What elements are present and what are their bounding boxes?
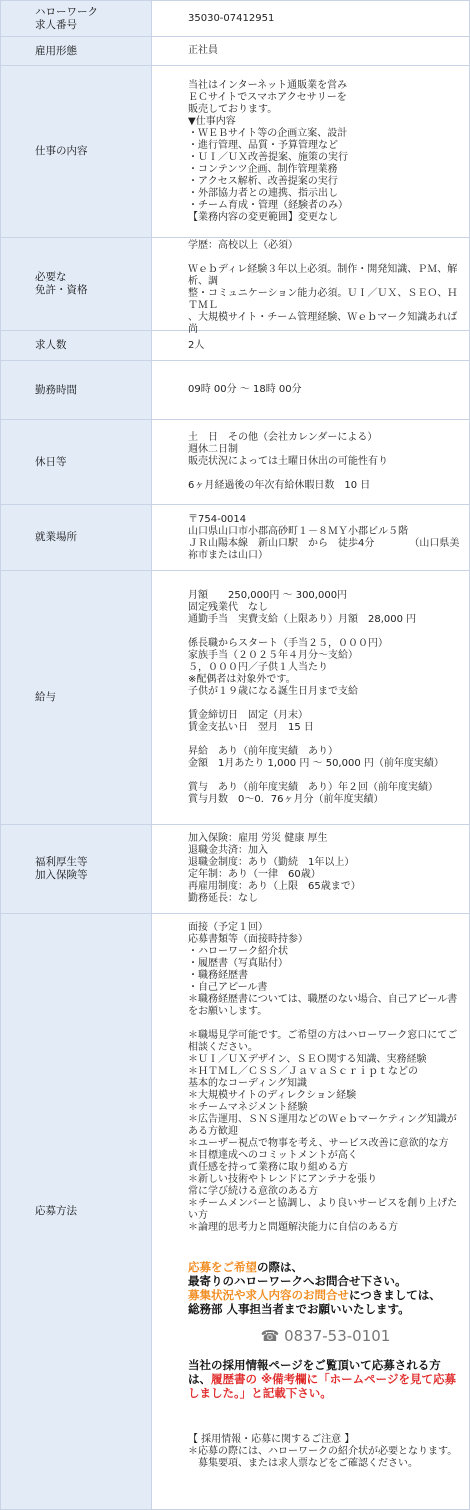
row-openings bbox=[1, 331, 470, 361]
text-line: 責任感を持って業務に取り組める方 bbox=[188, 1162, 348, 1173]
footer-line: 【 採用情報・応募に関するご注意 】 bbox=[188, 1434, 355, 1445]
text-line: ・ＵＩ／ＵＸ改善提案、施策の実行 bbox=[188, 151, 348, 163]
row-holidays bbox=[1, 420, 470, 505]
text-line: 子供が１９歳になる誕生日月まで支給 bbox=[188, 685, 358, 697]
contact-text: の際は、 bbox=[257, 1260, 303, 1274]
text-line: 固定残業代 なし bbox=[188, 601, 268, 613]
text-line: ＊大規模サイトのディレクション経験 bbox=[188, 1090, 357, 1101]
text-line bbox=[188, 468, 463, 480]
text-line bbox=[188, 734, 463, 746]
text-line: ＊チームメンバーと協調し、より良いサービスを創り上げたい方 bbox=[188, 1198, 458, 1221]
license-value bbox=[152, 238, 470, 335]
text-line: ・ＷＥＢサイト等の企画立案、設計 bbox=[188, 127, 348, 139]
contact-line: 最寄りのハローワークへお問合せ下さい。 bbox=[188, 1274, 407, 1288]
text-line: ＊ＨＴＭＬ／ＣＳＳ／ＪａｖａＳｃｒｉｐｔなどの bbox=[188, 1066, 418, 1077]
text-line: 退職金制度：あり（勤続 1年以上） bbox=[188, 857, 355, 868]
openings-value: 2人 bbox=[152, 331, 470, 361]
notice-line: 当社の採用情報ページをご覧頂いて応募される方 bbox=[188, 1358, 441, 1372]
text-line: ・履歴書（写真貼付） bbox=[188, 958, 288, 969]
text-line: 基本的なコーディング知識 bbox=[188, 1078, 307, 1089]
salary-value bbox=[152, 571, 470, 825]
text-line: ＊目標達成へのコミットメントが高く bbox=[188, 1150, 358, 1161]
location-label: 就業場所 bbox=[1, 505, 152, 571]
text-line: 賞与月数 0～0．76ヶ月分（前年度実績） bbox=[188, 793, 384, 805]
text-line: ＊職場見学可能です。ご希望の方はハローワーク窓口にてご相談ください。 bbox=[188, 1030, 458, 1053]
text-line: ＊広告運用、ＳＮＳ運用などのＷｅｂマーケティング知識がある方歓迎 bbox=[188, 1114, 457, 1137]
location-value bbox=[152, 505, 470, 571]
apply-value bbox=[152, 914, 470, 1510]
text-line: 加入保険：雇用 労災 健康 厚生 bbox=[188, 833, 328, 844]
text-line bbox=[188, 698, 463, 710]
openings-label: 求人数 bbox=[1, 331, 152, 361]
row-job-number bbox=[1, 1, 470, 37]
text-line: ・外部協力者との連携、指示出し bbox=[188, 187, 338, 199]
text-line: 週休二日制 bbox=[188, 444, 238, 455]
employment-value: 正社員 bbox=[152, 37, 470, 66]
text-line: 〒754-0014 bbox=[188, 513, 247, 525]
text-line: 整・コミュニケーション能力必須。ＵＩ／ＵＸ、ＳＥＯ、ＨＴＭＬ bbox=[188, 288, 458, 311]
phone-number[interactable]: ☎ 0837-53-0101 bbox=[260, 1327, 391, 1345]
text-line bbox=[188, 1018, 463, 1030]
text-line: 賃金支払い日 翌月 15 日 bbox=[188, 721, 314, 733]
notice-text: は、 bbox=[188, 1372, 211, 1386]
text-line: 面接（予定１回） bbox=[188, 922, 268, 933]
text-line: ・進行管理、品質・予算管理など bbox=[188, 139, 338, 151]
text-line: ＊チームマネジメント経験 bbox=[188, 1102, 308, 1113]
text-line: 応募書類等（面接時持参） bbox=[188, 934, 308, 945]
hours-value: 09時 00分 ～ 18時 00分 bbox=[152, 361, 470, 420]
text-line: ＥＣサイトでスマホアクセサリーを bbox=[188, 91, 347, 103]
hours-label: 勤務時間 bbox=[1, 361, 152, 420]
text-line: 家族手当（２０２５年４月分～支給） bbox=[188, 649, 358, 661]
text-line: ＊新しい技術やトレンドにアンテナを張り bbox=[188, 1174, 378, 1185]
text-line: 退職金共済：加入 bbox=[188, 845, 268, 856]
welfare-label: 福利厚生等 加入保険等 bbox=[1, 825, 152, 914]
salary-label: 給与 bbox=[1, 571, 152, 825]
text-line: 常に学び続ける意欲のある方 bbox=[188, 1186, 318, 1197]
text-line: 販売しております。 bbox=[188, 103, 278, 115]
text-line: ＊職務経歴書については、職歴のない場合、自己アピール書をお願いします。 bbox=[188, 994, 458, 1017]
license-label: 必要な 免許・資格 bbox=[1, 238, 152, 331]
text-line: 当社はインターネット通販業を営み bbox=[188, 79, 348, 91]
text-line: 係長職からスタート（手当２５，０００円） bbox=[188, 637, 388, 649]
row-job-content bbox=[1, 66, 470, 238]
text-line: 6ヶ月経過後の年次有給休暇日数 10 日 bbox=[188, 480, 371, 491]
text-line: 賃金締切日 固定（月末） bbox=[188, 709, 308, 721]
apply-label: 応募方法 bbox=[1, 914, 152, 1510]
notice-line bbox=[188, 1372, 463, 1400]
text-line bbox=[188, 770, 463, 782]
contact-highlight: 応募をご希望 bbox=[188, 1260, 257, 1274]
apply-footer bbox=[188, 1434, 463, 1470]
text-line: 通勤手当 実費支給（上限あり）月額 28,000 円 bbox=[188, 613, 417, 625]
row-salary bbox=[1, 571, 470, 825]
text-line: 再雇用制度：あり（上限 65歳まで） bbox=[188, 881, 361, 892]
employment-label: 雇用形態 bbox=[1, 37, 152, 66]
holidays-label: 休日等 bbox=[1, 420, 152, 505]
text-line: 、大規模サイト・チーム管理経験、Ｗｅｂマーク知識あれば尚 bbox=[188, 312, 458, 335]
text-line: 賞与 あり（前年度実績 あり）年２回（前年度実績） bbox=[188, 781, 438, 793]
text-line: ＊ユーザー視点で物事を考え、サービス改善に意欲的な方 bbox=[188, 1138, 449, 1149]
text-line: Ｗｅｂディレ経験３年以上必須。制作・開発知識、ＰＭ、解析、調 bbox=[188, 264, 458, 287]
text-line: 月額 250,000円 ～ 300,000円 bbox=[188, 589, 348, 601]
text-line: ・職務経歴書 bbox=[188, 970, 248, 981]
text-line bbox=[188, 252, 463, 264]
text-line: 定年制：あり（一律 60歳） bbox=[188, 869, 321, 880]
footer-line: ＊応募の際には、ハローワークの紹介状が必要となります。 bbox=[188, 1446, 458, 1457]
holidays-value bbox=[152, 420, 470, 505]
text-line bbox=[188, 626, 463, 638]
text-line: 【業務内容の変更範囲】変更なし bbox=[188, 211, 338, 223]
text-line: ５，０００円／子供１人当たり bbox=[188, 661, 328, 673]
text-line: 土 日 その他（会社カレンダーによる） bbox=[188, 432, 378, 443]
text-line: ・アクセス解析、改善提案の実行 bbox=[188, 175, 338, 187]
text-line: ＊論理的思考力と問題解決能力に自信のある方 bbox=[188, 1222, 398, 1233]
text-line: ＪＲ山陽本線 新山口駅 から 徒歩4分 （山口県美祢市または山口） bbox=[188, 537, 460, 561]
welfare-value bbox=[152, 825, 470, 914]
job-content-label: 仕事の内容 bbox=[1, 66, 152, 238]
text-line: 学歴：高校以上（必須） bbox=[188, 240, 298, 251]
text-line: 山口県山口市小郡高砂町１－８ＭＹ小郡ビル５階 bbox=[188, 525, 408, 537]
row-apply bbox=[1, 914, 470, 1510]
notice-highlight: 履歴書の ※備考欄に「ホームページを見て応募しました。」と記載下さい。 bbox=[188, 1372, 456, 1400]
text-line: ・コンテンツ企画、制作管理業務 bbox=[188, 163, 338, 175]
homepage-notice bbox=[188, 1358, 463, 1400]
contact-text: につきましては、 bbox=[349, 1288, 441, 1302]
text-line: ※配偶者は対象外です。 bbox=[188, 673, 296, 685]
text-line: 販売状況によっては土曜日休出の可能性有り bbox=[188, 456, 388, 467]
text-line: ・ハローワーク紹介状 bbox=[188, 946, 288, 957]
footer-line: 募集要項、または求人票などをご確認ください。 bbox=[188, 1458, 418, 1469]
contact-line: 総務部 人事担当者までお願いいたします。 bbox=[188, 1302, 410, 1316]
row-license bbox=[1, 238, 470, 331]
row-welfare bbox=[1, 825, 470, 914]
text-line: ・チーム育成・管理（経験者のみ） bbox=[188, 199, 348, 211]
row-location bbox=[1, 505, 470, 571]
text-line: ＊ＵＩ／ＵＸデザイン、ＳＥＯ関する知識、実務経験 bbox=[188, 1054, 427, 1065]
text-line: 昇給 あり（前年度実績 あり） bbox=[188, 745, 338, 757]
row-hours bbox=[1, 361, 470, 420]
contact-message bbox=[188, 1260, 463, 1316]
row-employment bbox=[1, 37, 470, 66]
text-line: ・自己アピール書 bbox=[188, 982, 268, 993]
contact-line bbox=[188, 1288, 463, 1302]
text-line: 金額 1月あたり 1,000 円 ～ 50,000 円（前年度実績） bbox=[188, 757, 444, 769]
job-content-value bbox=[152, 66, 470, 238]
text-line: 勤務延長：なし bbox=[188, 893, 258, 904]
job-number-label: ハローワーク 求人番号 bbox=[1, 1, 152, 37]
contact-highlight: 募集状況や求人内容のお問合せ bbox=[188, 1288, 349, 1302]
contact-line bbox=[188, 1260, 463, 1274]
text-line: ▼仕事内容 bbox=[188, 115, 236, 127]
job-number-value: 35030-07412951 bbox=[152, 1, 470, 37]
